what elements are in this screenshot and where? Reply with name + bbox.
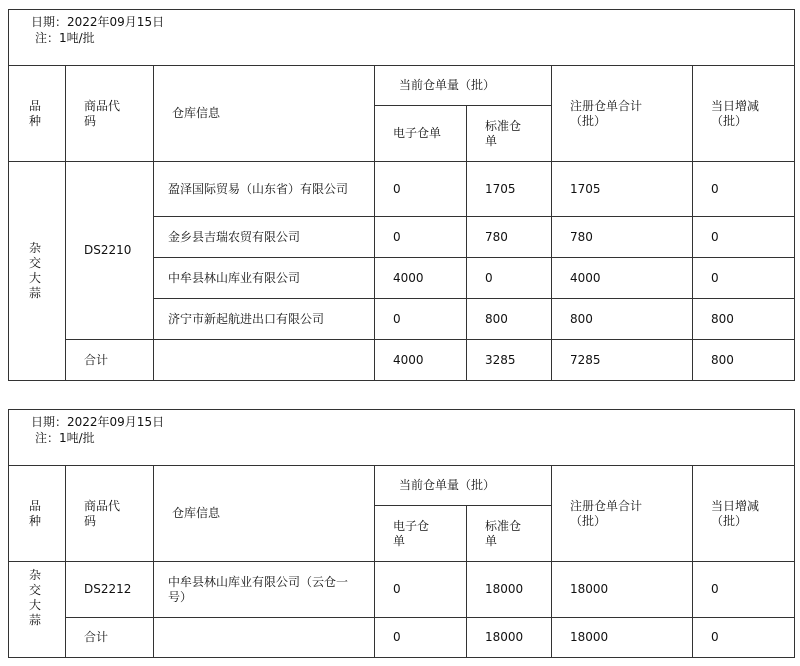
- registered-receipts: 1705: [552, 162, 693, 217]
- total-standard: 18000: [467, 618, 552, 658]
- warehouse-name: 中牟县林山库业有限公司（云仓一号）: [154, 562, 375, 618]
- header-registered-total: 注册仓单合计（批）: [552, 466, 693, 562]
- daily-change: 0: [693, 258, 795, 299]
- header-daily-change: 当日增减（批）: [693, 466, 795, 562]
- header-daily-change: 当日增减（批）: [693, 66, 795, 162]
- warehouse-receipt-table-2: [8, 409, 795, 658]
- daily-change: 800: [693, 299, 795, 340]
- report-date: 日期：2022年09月15日: [31, 415, 165, 429]
- total-registered: 7285: [552, 340, 693, 381]
- unit-note: 注：1吨/批: [35, 431, 95, 445]
- header-variety: 品种: [9, 66, 66, 162]
- total-warehouse-blank: [154, 340, 375, 381]
- total-registered: 18000: [552, 618, 693, 658]
- daily-change: 0: [693, 562, 795, 618]
- standard-receipts: 18000: [467, 562, 552, 618]
- variety-cell: 杂交大蒜: [9, 162, 66, 381]
- unit-note: 注：1吨/批: [35, 31, 95, 45]
- header-code: 商品代码: [66, 66, 154, 162]
- header-current-receipts: 当前仓单量（批）: [375, 66, 552, 106]
- electronic-receipts: 0: [375, 562, 467, 618]
- registered-receipts: 18000: [552, 562, 693, 618]
- warehouse-name: 济宁市新起航进出口有限公司: [154, 299, 375, 340]
- warehouse-name: 盈泽国际贸易（山东省）有限公司: [154, 162, 375, 217]
- total-warehouse-blank: [154, 618, 375, 658]
- electronic-receipts: 0: [375, 299, 467, 340]
- standard-receipts: 780: [467, 217, 552, 258]
- table-meta: [9, 10, 795, 66]
- total-label: 合计: [66, 340, 154, 381]
- electronic-receipts: 0: [375, 217, 467, 258]
- daily-change: 0: [693, 162, 795, 217]
- header-standard: 标准仓单: [467, 506, 552, 562]
- total-change: 800: [693, 340, 795, 381]
- header-warehouse: 仓库信息: [154, 466, 375, 562]
- header-code: 商品代码: [66, 466, 154, 562]
- standard-receipts: 0: [467, 258, 552, 299]
- standard-receipts: 1705: [467, 162, 552, 217]
- electronic-receipts: 4000: [375, 258, 467, 299]
- total-electronic: 4000: [375, 340, 467, 381]
- header-warehouse: 仓库信息: [154, 66, 375, 162]
- report-date: 日期：2022年09月15日: [31, 15, 165, 29]
- registered-receipts: 4000: [552, 258, 693, 299]
- total-change: 0: [693, 618, 795, 658]
- header-electronic: 电子仓单: [375, 106, 467, 162]
- header-electronic: 电子仓单: [375, 506, 467, 562]
- commodity-code: DS2212: [66, 562, 154, 618]
- table-meta: [9, 410, 795, 466]
- registered-receipts: 800: [552, 299, 693, 340]
- header-registered-total: 注册仓单合计（批）: [552, 66, 693, 162]
- registered-receipts: 780: [552, 217, 693, 258]
- warehouse-name: 中牟县林山库业有限公司: [154, 258, 375, 299]
- total-standard: 3285: [467, 340, 552, 381]
- electronic-receipts: 0: [375, 162, 467, 217]
- header-current-receipts: 当前仓单量（批）: [375, 466, 552, 506]
- commodity-code: DS2210: [66, 162, 154, 340]
- header-variety: 品种: [9, 466, 66, 562]
- warehouse-name: 金乡县吉瑞农贸有限公司: [154, 217, 375, 258]
- standard-receipts: 800: [467, 299, 552, 340]
- variety-cell: 杂交大蒜: [9, 562, 66, 658]
- warehouse-receipt-table-1: [8, 9, 795, 381]
- daily-change: 0: [693, 217, 795, 258]
- total-electronic: 0: [375, 618, 467, 658]
- header-standard: 标准仓单: [467, 106, 552, 162]
- total-label: 合计: [66, 618, 154, 658]
